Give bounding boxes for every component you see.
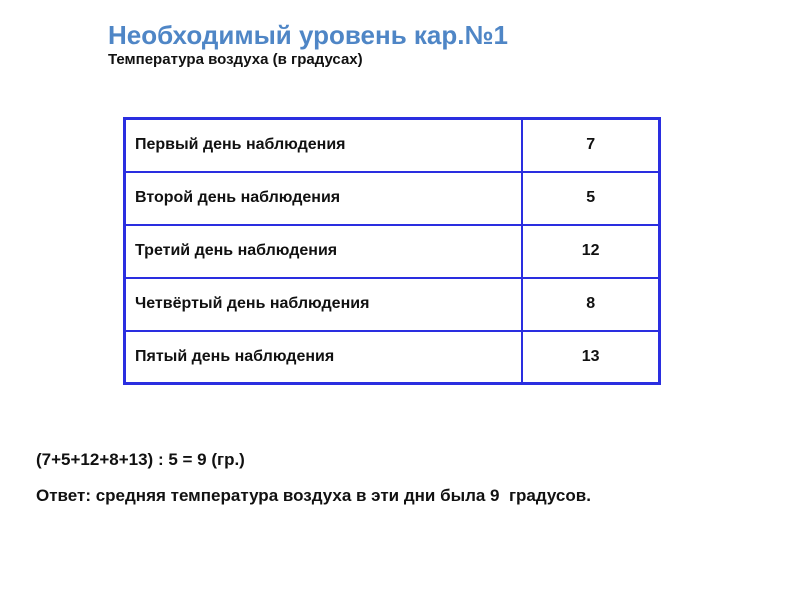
temperature-value: 7: [522, 119, 659, 172]
temperature-value: 8: [522, 278, 659, 331]
day-label: Пятый день наблюдения: [125, 331, 523, 384]
day-label: Второй день наблюдения: [125, 172, 523, 225]
temperature-value: 13: [522, 331, 659, 384]
slide-subtitle: Температура воздуха (в градусах): [108, 51, 363, 68]
answer-line: Ответ: средняя температура воздуха в эти дни была 9 градусов.: [36, 486, 591, 505]
table-row: [125, 331, 660, 384]
temperature-value: 5: [522, 172, 659, 225]
slide-title: Необходимый уровень кар.№1: [108, 20, 508, 50]
table-row: [125, 278, 660, 331]
day-label: Четвёртый день наблюдения: [125, 278, 523, 331]
table-row: [125, 172, 660, 225]
table-row: [125, 225, 660, 278]
day-label: Третий день наблюдения: [125, 225, 523, 278]
day-label: Первый день наблюдения: [125, 119, 523, 172]
temperature-value: 12: [522, 225, 659, 278]
observation-table: [123, 117, 661, 385]
table-row: [125, 119, 660, 172]
calculation-line: (7+5+12+8+13) : 5 = 9 (гр.): [36, 450, 245, 469]
